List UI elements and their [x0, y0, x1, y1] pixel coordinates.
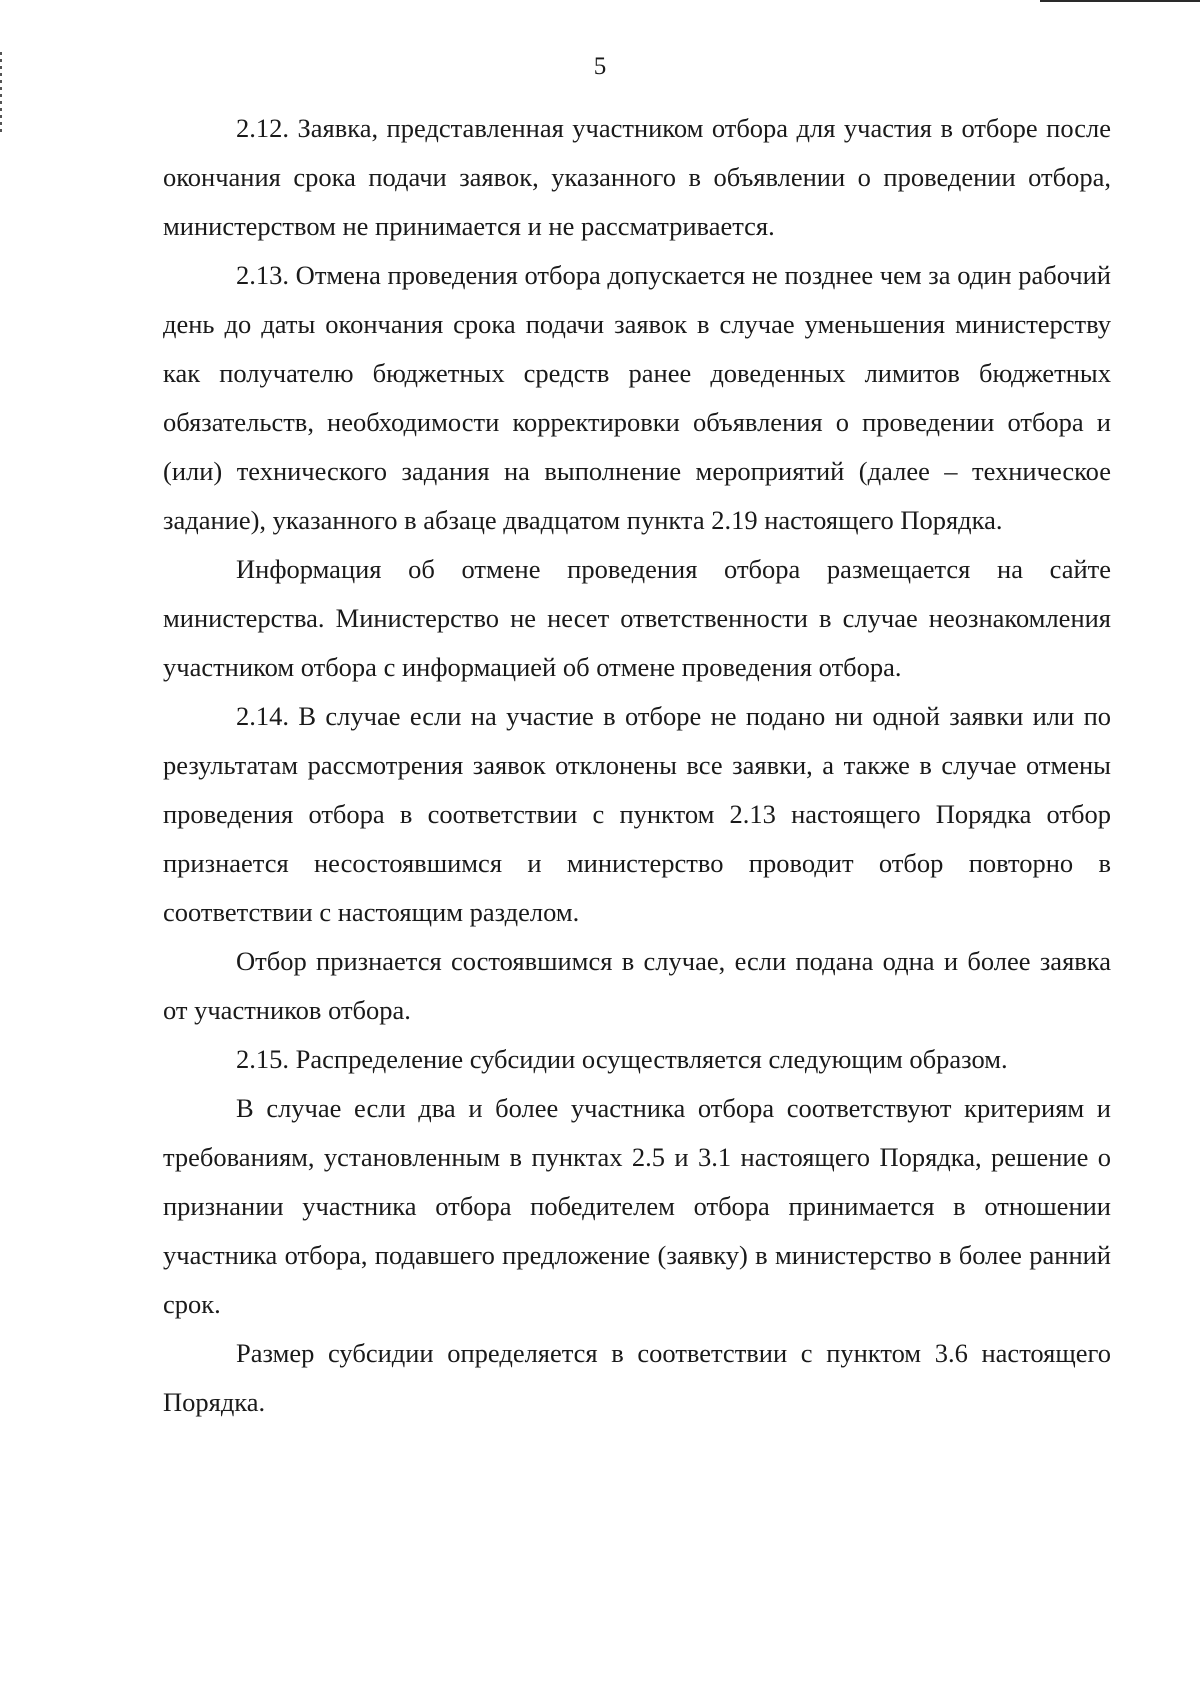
paragraph-2-12: 2.12. Заявка, представленная участником отбора для участия в отборе после окончания срока подачи заявок, указанного в объявлении о проведении отбора, министерством не принимается и не рассматривается. [163, 113, 1111, 241]
paragraph-2-14: 2.14. В случае если на участие в отборе не подано ни одной заявки или по результатам рассмотрения заявок отклонены все заявки, а также в случае отмены проведения отбора в соответствии с пунктом 2.13 настоящего Порядка отбор признается несостоявшимся и министерство проводит отбор повторно в соответствии с настоящим разделом. [163, 701, 1111, 927]
document-body [163, 104, 1111, 1427]
paragraph-2-15: 2.15. Распределение субсидии осуществляется следующим образом. [236, 1044, 1008, 1074]
paragraph-2-13: 2.13. Отмена проведения отбора допускается не позднее чем за один рабочий день до даты окончания срока подачи заявок в случае уменьшения министерству как получателю бюджетных средств ранее доведенных лимитов бюджетных обязательств, необходимости корректировки объявления о проведении отбора и (или) технического задания на выполнение мероприятий (далее – техническое задание), указанного в абзаце двадцатом пункта 2.19 настоящего Порядка. [163, 260, 1111, 535]
scan-edge-mark [1040, 0, 1200, 2]
page-number: 5 [593, 53, 607, 80]
paragraph-cancellation-info: Информация об отмене проведения отбора размещается на сайте министерства. Министерство не несет ответственности в случае неознакомления участником отбора с информацией об отмене проведения отбора. [163, 554, 1111, 682]
paragraph-subsidy-size: Размер субсидии определяется в соответствии с пунктом 3.6 настоящего Порядка. [163, 1338, 1111, 1417]
paragraph-winner-rule: В случае если два и более участника отбора соответствуют критериям и требованиям, установленным в пунктах 2.5 и 3.1 настоящего Порядка, решение о признании участника отбора победителем отбора принимается в отношении участника отбора, подавшего предложение (заявку) в министерство в более ранний срок. [163, 1093, 1111, 1319]
paragraph-selection-valid: Отбор признается состоявшимся в случае, если подана одна и более заявка от участников отбора. [163, 946, 1111, 1025]
